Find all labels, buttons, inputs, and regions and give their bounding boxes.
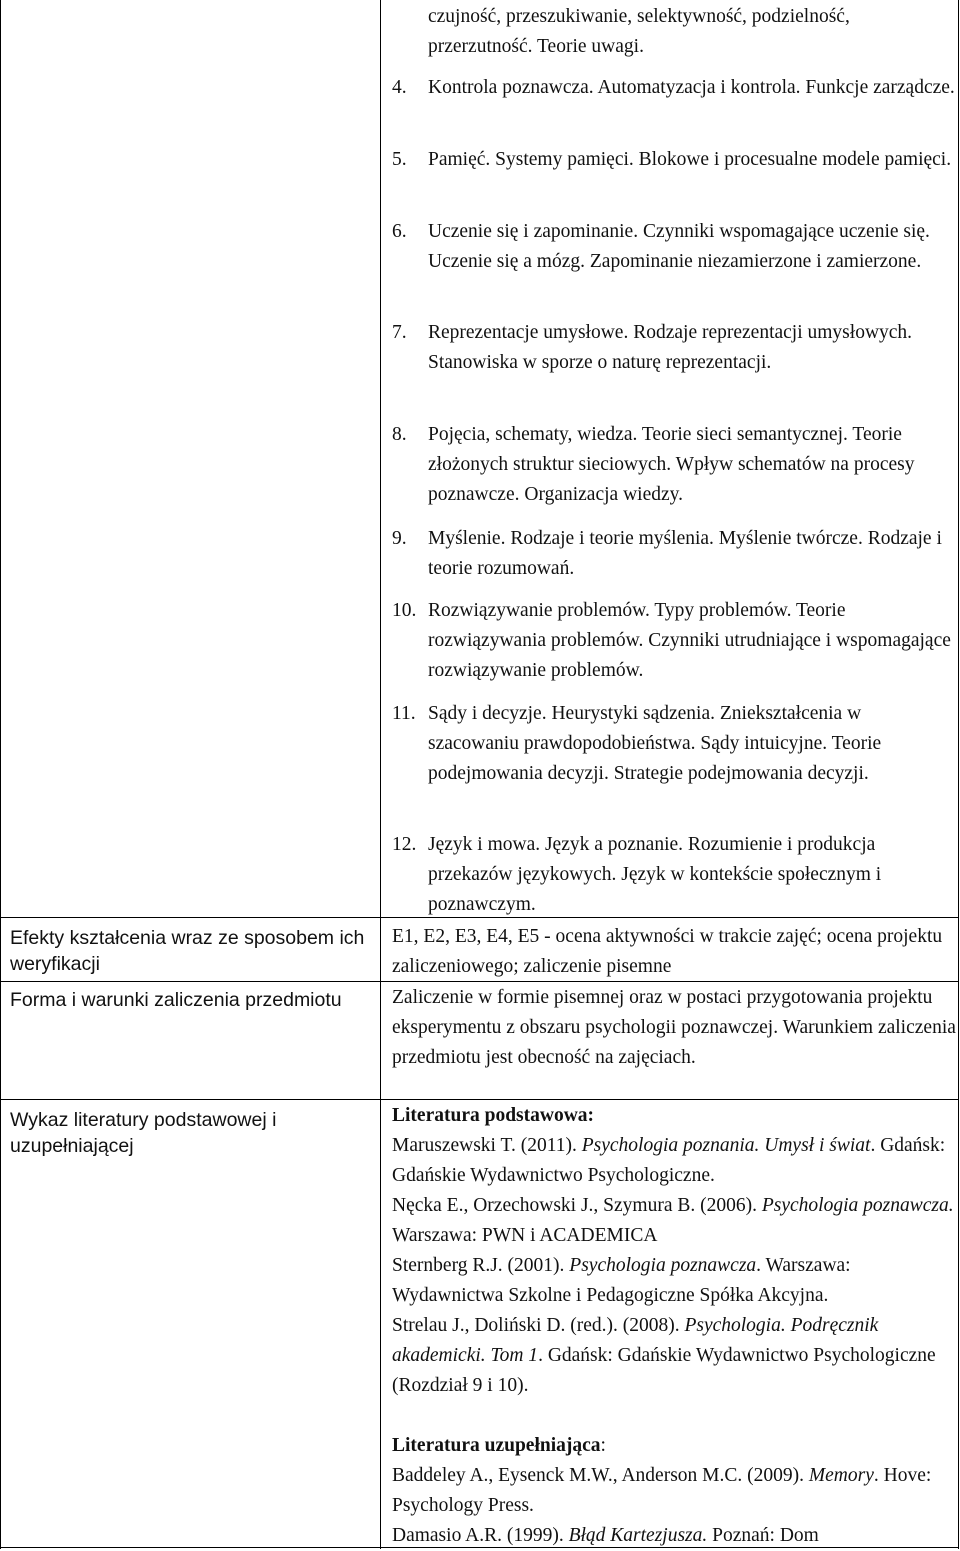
entry-title: Psychologia poznawcza xyxy=(569,1255,757,1276)
entry-publisher: . Gdańsk: Gdańskie Wydawnictwo Psychologiczne (Rozdział 9 i 10). xyxy=(392,1345,936,1396)
topic-text: Pojęcia, schematy, wiedza. Teorie sieci semantycznej. Teorie złożonych struktur sieciowych. Wpływ schematów na procesy poznawcze. Organizacja wiedzy. xyxy=(428,424,915,505)
assessment-label: Forma i warunki zaliczenia przedmiotu xyxy=(10,989,342,1011)
topic-number: 9. xyxy=(392,528,407,549)
topic-text: Kontrola poznawcza. Automatyzacja i kontrola. Funkcje zarządcze. xyxy=(428,77,955,98)
supplementary-literature-heading xyxy=(392,1431,956,1461)
effects-label: Efekty kształcenia wraz ze sposobem ich weryfikacji xyxy=(10,927,365,975)
topic-item-3-continuation: czujność, przeszukiwanie, selektywność, podzielność, przerzutność. Teorie uwagi. xyxy=(428,6,850,57)
entry-title: Psychologia poznania. Umysł i świat xyxy=(581,1135,871,1156)
entry-title: Psychologia. Podręcznik akademicki. Tom 1 xyxy=(392,1315,879,1366)
effects-value: E1, E2, E3, E4, E5 - ocena aktywności w trakcie zajęć; ocena projektu zaliczeniowego; zaliczenie pisemne xyxy=(392,926,943,977)
entry-title: Psychologia poznawcza. xyxy=(761,1195,954,1216)
entry-publisher: . Hove: Psychology Press. xyxy=(392,1465,932,1516)
bibliography-entry xyxy=(392,1461,956,1521)
heading-colon: : xyxy=(600,1435,606,1456)
topic-text: Rozwiązywanie problemów. Typy problemów. Teorie rozwiązywania problemów. Czynniki utrudniające i wspomagające rozwiązywanie problemów. xyxy=(428,600,951,681)
topic-number: 5. xyxy=(392,149,407,170)
entry-author: Sternberg R.J. (2001). xyxy=(392,1255,565,1276)
entry-title: Błąd Kartezjusza. xyxy=(568,1525,708,1546)
entry-publisher: . Warszawa: Wydawnictwa Szkolne i Pedagogiczne Spółka Akcyjna. xyxy=(392,1255,851,1306)
topic-number: 4. xyxy=(392,77,407,98)
row-divider-literature xyxy=(0,1099,959,1100)
topic-number: 7. xyxy=(392,322,407,343)
topic-text: Pamięć. Systemy pamięci. Blokowe i procesualne modele pamięci. xyxy=(428,149,952,170)
topic-text: Sądy i decyzje. Heurystyki sądzenia. Zniekształcenia w szacowaniu prawdopodobieństwa. Sądy intuicyjne. Teorie podejmowania decyzji. Strategie podejmowania decyzji. xyxy=(428,703,882,784)
entry-author: Strelau J., Doliński D. (red.). (2008). xyxy=(392,1315,680,1336)
entry-publisher: Poznań: Dom xyxy=(712,1525,819,1546)
table-border-right xyxy=(958,0,959,1549)
topic-number: 12. xyxy=(392,834,417,855)
bibliography-entry xyxy=(392,1521,956,1551)
bibliography-entry xyxy=(392,1251,956,1311)
topic-number: 10. xyxy=(392,600,417,621)
topic-number: 11. xyxy=(392,703,416,724)
column-divider xyxy=(380,0,381,1549)
topic-text: Język i mowa. Język a poznanie. Rozumienie i produkcja przekazów językowych. Język w kontekście społecznym i poznawczym. xyxy=(428,834,882,915)
entry-author: Baddeley A., Eysenck M.W., Anderson M.C. (2009). xyxy=(392,1465,804,1486)
assessment-value: Zaliczenie w formie pisemnej oraz w postaci przygotowania projektu eksperymentu z obszaru psychologii poznawczej. Warunkiem zaliczenia przedmiotu jest obecność na zajęciach. xyxy=(392,987,956,1068)
topic-number: 6. xyxy=(392,221,407,242)
literature-label: Wykaz literatury podstawowej i uzupełniającej xyxy=(10,1109,277,1157)
topic-text: Reprezentacje umysłowe. Rodzaje reprezentacji umysłowych. Stanowiska w sporze o naturę reprezentacji. xyxy=(428,322,913,373)
entry-author: Damasio A.R. (1999). xyxy=(392,1525,564,1546)
bibliography-entry xyxy=(392,1131,956,1191)
entry-title: Memory xyxy=(808,1465,874,1486)
topic-text: Uczenie się i zapominanie. Czynniki wspomagające uczenie się. Uczenie się a mózg. Zapominanie niezamierzone i zamierzone. xyxy=(428,221,930,272)
entry-publisher: . Gdańsk: Gdańskie Wydawnictwo Psychologiczne. xyxy=(392,1135,946,1186)
bibliography-entry xyxy=(392,1311,956,1401)
supplementary-heading-text: Literatura uzupełniająca xyxy=(392,1435,601,1456)
topic-list xyxy=(392,0,956,917)
literature-list xyxy=(392,1101,956,1551)
entry-author: Maruszewski T. (2011). xyxy=(392,1135,577,1156)
basic-literature-heading: Literatura podstawowa: xyxy=(392,1105,595,1126)
topic-number: 8. xyxy=(392,424,407,445)
entry-publisher: Warszawa: PWN i ACADEMICA xyxy=(392,1225,658,1246)
bibliography-entry xyxy=(392,1191,956,1251)
table-border-left xyxy=(0,0,1,1549)
topic-text: Myślenie. Rodzaje i teorie myślenia. Myślenie twórcze. Rodzaje i teorie rozumowań. xyxy=(428,528,942,579)
entry-author: Nęcka E., Orzechowski J., Szymura B. (2006). xyxy=(392,1195,757,1216)
